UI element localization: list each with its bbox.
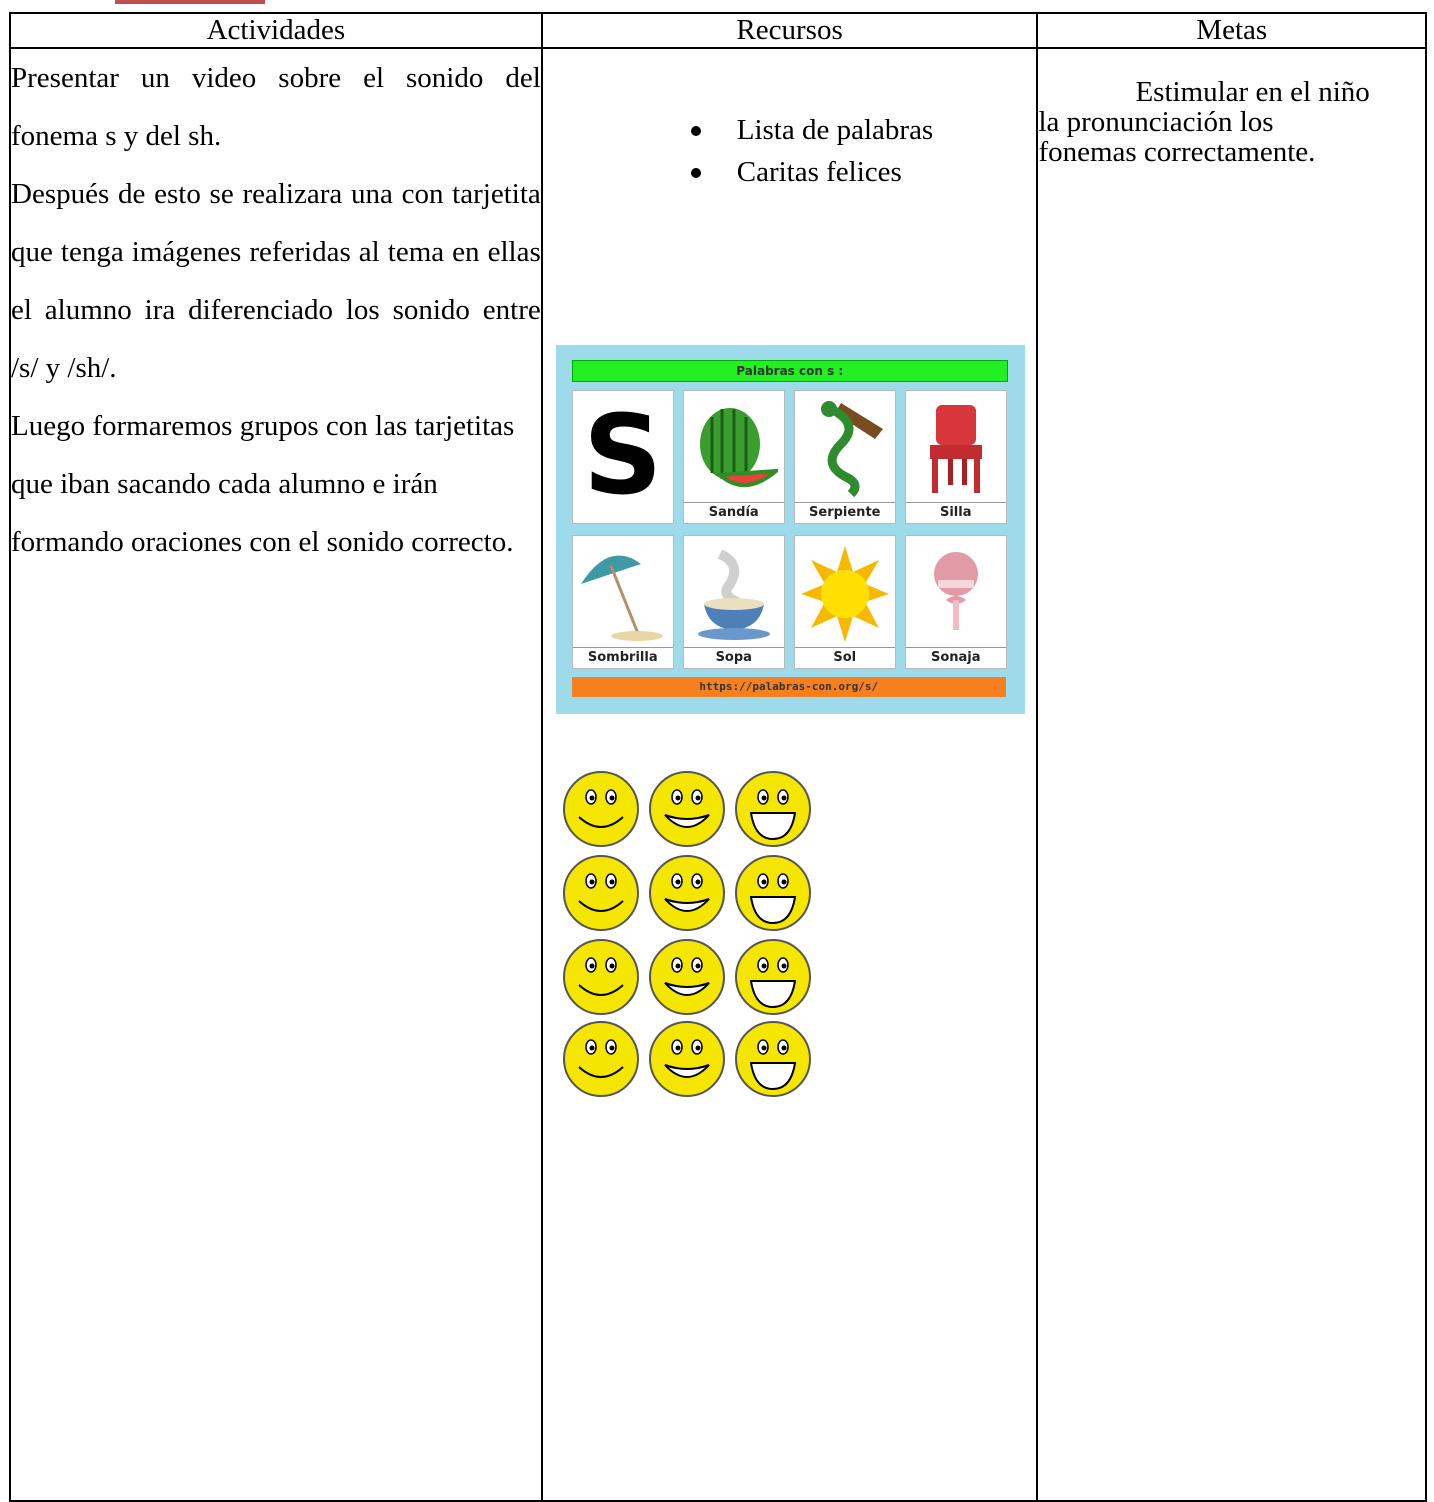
header-recursos: Recursos — [542, 13, 1038, 48]
smiley-face-icon — [736, 856, 810, 930]
card-sandia — [683, 390, 785, 524]
card-sonaja — [905, 535, 1007, 669]
card-label: Sombrilla — [573, 647, 673, 668]
image-title: Palabras con s : — [572, 360, 1008, 382]
actividad-paragraph-2: Después de esto se realizara una con tarjetita que tenga imágenes referidas al tema en ellas el alumno ira diferenciado los sonido entre /s/ y /sh/. — [11, 178, 541, 384]
umbrella-icon — [579, 544, 667, 644]
smiley-face-icon — [564, 940, 638, 1014]
card-label: Sopa — [684, 647, 784, 668]
list-item — [737, 109, 1037, 151]
actividad-paragraph-1: Presentar un video sobre el sonido del fonema s y del sh. — [11, 62, 541, 152]
top-decoration — [115, 0, 265, 4]
card-label: Sol — [795, 647, 895, 668]
watermelon-icon — [690, 399, 778, 499]
bullet-icon — [691, 168, 701, 178]
table-header-row — [10, 13, 1426, 48]
smiley-face-icon — [650, 940, 724, 1014]
sun-icon — [801, 544, 889, 644]
soup-icon — [690, 544, 778, 644]
smiley-face-icon — [564, 772, 638, 846]
actividades-cell — [10, 48, 542, 1501]
header-metas: Metas — [1037, 13, 1426, 48]
smiley-face-icon — [564, 1022, 638, 1096]
activity-table — [9, 12, 1427, 1502]
smiley-face-icon — [736, 940, 810, 1014]
meta-line-1: Estimular en el niño — [1135, 76, 1370, 108]
letter-s-icon: S — [583, 391, 663, 519]
card-s — [572, 390, 674, 524]
recurso-label: Lista de palabras — [736, 114, 934, 146]
card-sol — [794, 535, 896, 669]
table-row — [10, 48, 1426, 1501]
palabras-con-s-image — [556, 345, 1025, 714]
smiley-face-icon — [650, 856, 724, 930]
card-sopa — [683, 535, 785, 669]
smiley-face-icon — [736, 1022, 810, 1096]
recurso-label: Caritas felices — [736, 156, 902, 188]
snake-icon — [801, 399, 889, 499]
chair-icon — [912, 399, 1000, 499]
bullet-icon — [691, 126, 701, 136]
card-silla — [905, 390, 1007, 524]
smiley-face-icon — [564, 856, 638, 930]
card-label: Sandía — [684, 502, 784, 523]
recursos-cell — [542, 48, 1038, 1501]
rattle-icon — [912, 544, 1000, 644]
image-footer-url: https://palabras-con.org/s/ — [572, 677, 1006, 697]
spacer — [1038, 49, 1425, 77]
card-serpiente — [794, 390, 896, 524]
metas-cell — [1037, 48, 1426, 1501]
smiley-face-icon — [650, 772, 724, 846]
meta-line-2: la pronunciación los — [1038, 106, 1274, 138]
card-sombrilla — [572, 535, 674, 669]
card-label: Sonaja — [906, 647, 1006, 668]
smiley-face-icon — [650, 1022, 724, 1096]
header-actividades: Actividades — [10, 13, 542, 48]
meta-line-3: fonemas correctamente. — [1038, 136, 1316, 168]
smiley-face-icon — [736, 772, 810, 846]
card-label: Silla — [906, 502, 1006, 523]
list-item — [737, 151, 1037, 193]
actividad-paragraph-3: Luego formaremos grupos con las tarjetitas que iban sacando cada alumno e irán formando oraciones con el sonido correcto. — [11, 410, 515, 558]
recursos-list — [543, 109, 1037, 193]
happy-faces-image — [559, 763, 819, 1103]
card-label: Serpiente — [795, 502, 895, 523]
